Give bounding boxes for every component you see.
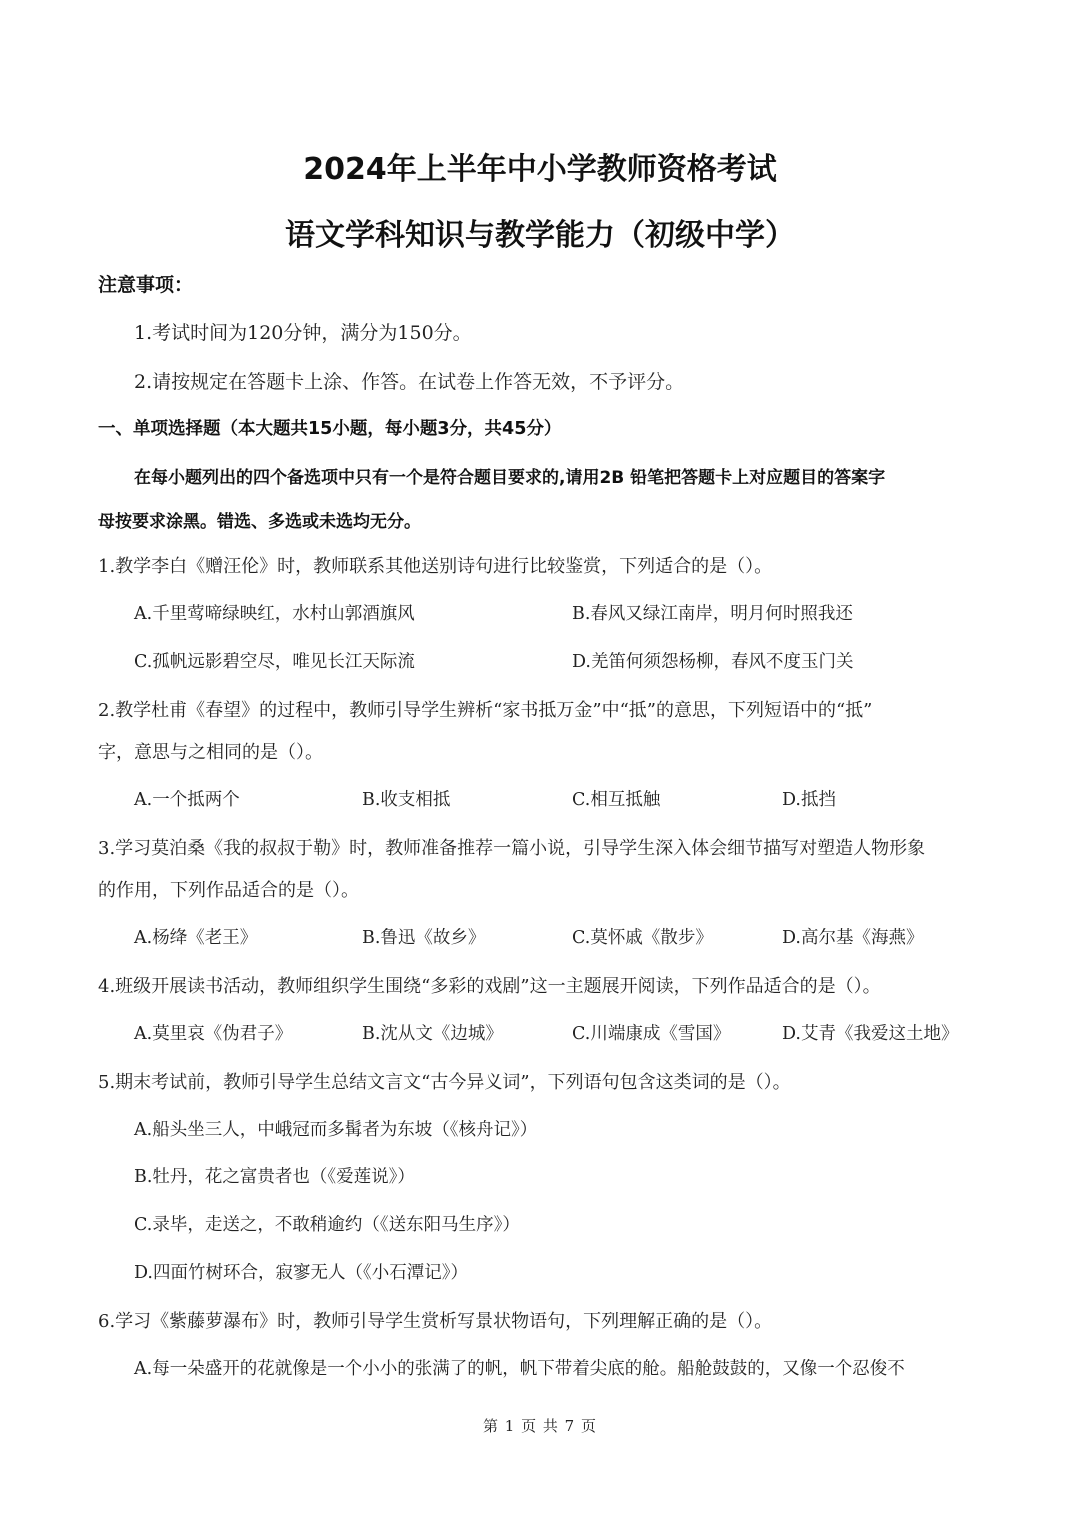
question-option: D.四面竹树环合，寂寥无人（《小石潭记》） xyxy=(134,1263,468,1283)
page-number: 第 1 页 共 7 页 xyxy=(483,1417,597,1435)
section-instruction: 在每小题列出的四个备选项中只有一个是符合题目要求的,请用2B 铅笔把答题卡上对应题目的答案字 xyxy=(134,468,886,488)
question-option: D.抵挡 xyxy=(782,790,836,810)
question-stem: 5.期末考试前，教师引导学生总结文言文“古今异义词”，下列语句包含这类词的是（）。 xyxy=(98,1072,791,1093)
question-option: D.艾青《我爱这土地》 xyxy=(782,1024,959,1044)
section-instruction: 母按要求涂黑。错选、多选或未选均无分。 xyxy=(98,512,421,532)
question-option: A.莫里哀《伪君子》 xyxy=(134,1024,293,1044)
question-stem: 1.教学李白《赠汪伦》时，教师联系其他送别诗句进行比较鉴赏，下列适合的是（）。 xyxy=(98,556,773,577)
question-option: B.春风又绿江南岸，明月何时照我还 xyxy=(572,604,853,624)
notice-heading: 注意事项： xyxy=(98,274,194,296)
question-option: C.孤帆远影碧空尽，唯见长江天际流 xyxy=(134,652,415,672)
question-option: A.一个抵两个 xyxy=(134,790,240,810)
question-option: A.千里莺啼绿映红，水村山郭酒旗风 xyxy=(134,604,415,624)
question-option: A.船头坐三人，中峨冠而多髯者为东坡（《核舟记》） xyxy=(134,1120,538,1140)
notice-item: 2.请按规定在答题卡上涂、作答。在试卷上作答无效，不予评分。 xyxy=(134,371,685,393)
question-stem: 字，意思与之相同的是（）。 xyxy=(98,742,323,763)
notice-item: 1.考试时间为120分钟，满分为150分。 xyxy=(134,322,472,344)
question-option: A.每一朵盛开的花就像是一个小小的张满了的帆，帆下带着尖底的舱。船舱鼓鼓的，又像一个忍俊不 xyxy=(134,1359,905,1379)
question-stem: 的作用，下列作品适合的是（）。 xyxy=(98,880,359,901)
section-heading: 一、单项选择题（本大题共15小题，每小题3分，共45分） xyxy=(98,419,562,439)
exam-subtitle: 语文学科知识与教学能力（初级中学） xyxy=(285,218,795,253)
question-option: C.相互抵触 xyxy=(572,790,661,810)
question-option: D.羌笛何须怨杨柳，春风不度玉门关 xyxy=(572,652,854,672)
question-option: C.莫怀戚《散步》 xyxy=(572,928,713,948)
question-option: C.川端康成《雪国》 xyxy=(572,1024,731,1044)
question-option: D.高尔基《海燕》 xyxy=(782,928,924,948)
question-option: B.牡丹，花之富贵者也（《爱莲说》） xyxy=(134,1167,415,1187)
question-option: C.录毕，走送之，不敢稍逾约（《送东阳马生序》） xyxy=(134,1215,520,1235)
exam-title: 2024年上半年中小学教师资格考试 xyxy=(303,152,777,187)
question-stem: 3.学习莫泊桑《我的叔叔于勒》时，教师准备推荐一篇小说，引导学生深入体会细节描写对塑造人物形象 xyxy=(98,838,926,859)
question-stem: 2.教学杜甫《春望》的过程中，教师引导学生辨析“家书抵万金”中“抵”的意思，下列短语中的“抵” xyxy=(98,700,873,721)
question-option: B.鲁迅《故乡》 xyxy=(362,928,486,948)
question-stem: 6.学习《紫藤萝瀑布》时，教师引导学生赏析写景状物语句，下列理解正确的是（）。 xyxy=(98,1311,773,1332)
question-option: A.杨绛《老王》 xyxy=(134,928,258,948)
question-stem: 4.班级开展读书活动，教师组织学生围绕“多彩的戏剧”这一主题展开阅读，下列作品适合的是（）。 xyxy=(98,976,881,997)
question-option: B.沈从文《边城》 xyxy=(362,1024,503,1044)
question-option: B.收支相抵 xyxy=(362,790,451,810)
